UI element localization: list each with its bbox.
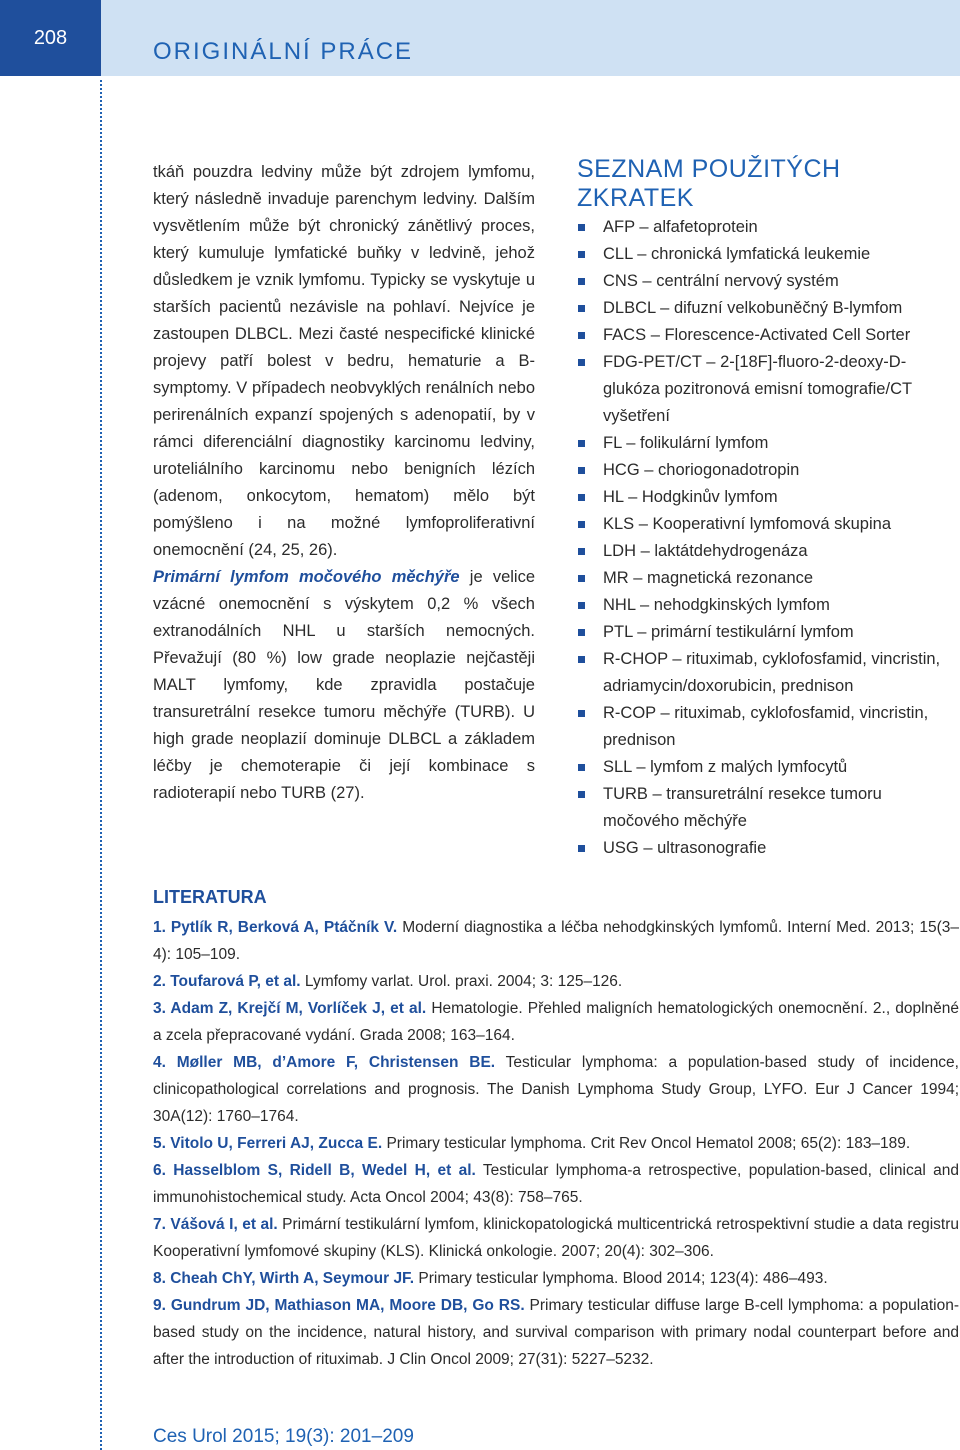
bullet-square-icon (578, 305, 585, 312)
reference-authors: 6. Hasselblom S, Ridell B, Wedel H, et al. (153, 1162, 476, 1179)
abbreviation-term: TURB (603, 785, 648, 803)
abbreviation-term: NHL (603, 596, 636, 614)
reference-item (153, 995, 959, 1049)
section-label: ORIGINÁLNÍ PRÁCE (153, 38, 414, 65)
abbreviation-item: AFP – alfafetoprotein (578, 214, 959, 241)
reference-text: Primární testikulární lymfom, klinickopatologická multicentrická retrospektivní studie a data registru Kooperativní lymfomové skupiny (KLS). Klinická onkologie. 2007; 20(4): 302–306. (153, 1216, 959, 1260)
reference-text: Hematologie. Přehled maligních hematologických onemocnění. 2., doplněné a zcela přepracované vydání. Grada 2008; 163–164. (153, 1000, 959, 1044)
abbreviation-item: DLBCL – difuzní velkobuněčný B-lymfom (578, 295, 959, 322)
reference-authors: 8. Cheah ChY, Wirth A, Seymour JF. (153, 1270, 415, 1287)
abbreviation-item: HCG – choriogonadotropin (578, 457, 959, 484)
reference-text: Moderní diagnostika a léčba nehodgkinských lymfomů. Interní Med. 2013; 15(3–4): 105–109. (153, 919, 959, 963)
bullet-square-icon (578, 629, 585, 636)
page-number: 208 (0, 0, 101, 76)
abbreviation-item: TURB – transuretrální resekce tumoru močového měchýře (578, 781, 959, 835)
reference-text: Testicular lymphoma-a retrospective, population-based, clinical and immunohistochemical study. Acta Oncol 2004; 43(8): 758–765. (153, 1162, 959, 1206)
abbreviation-description: rituximab, cyklofosfamid, vincristin, prednison (603, 704, 929, 749)
paragraph-lead-phrase: Primární lymfom močového měchýře (153, 568, 460, 586)
bullet-square-icon (578, 521, 585, 528)
reference-authors: 9. Gundrum JD, Mathiason MA, Moore DB, Go RS. (153, 1297, 525, 1314)
reference-item (153, 1211, 959, 1265)
abbreviation-description: alfafetoprotein (653, 218, 758, 236)
abbreviation-description: difuzní velkobuněčný B-lymfom (673, 299, 903, 317)
abbreviation-term: KLS (603, 515, 635, 533)
reference-authors: 3. Adam Z, Krejčí M, Vorlíček J, et al. (153, 1000, 427, 1017)
bullet-square-icon (578, 494, 585, 501)
footer-citation: Ces Urol 2015; 19(3): 201–209 (153, 1426, 414, 1447)
abbreviation-description: magnetická rezonance (647, 569, 814, 587)
reference-item (153, 1130, 959, 1157)
abbreviation-description: choriogonadotropin (658, 461, 800, 479)
reference-item (153, 1049, 959, 1130)
abbreviation-description: 2-[18F]-fluoro-2-deoxy-D-glukóza pozitronová emisní tomografie/CT vyšetření (603, 353, 912, 425)
abbreviation-item: MR – magnetická rezonance (578, 565, 959, 592)
bullet-square-icon (578, 224, 585, 231)
reference-item (153, 1292, 959, 1373)
bullet-square-icon (578, 251, 585, 258)
reference-text: Primary testicular diffuse large B-cell lymphoma: a population-based study on the incidence, natural history, and survival comparison with primary nodal counterpart before and after the introduction of rituximab. J Clin Oncol 2009; 27(31): 5227–5232. (153, 1297, 959, 1368)
abbreviation-term: SLL (603, 758, 632, 776)
abbreviation-item: FDG-PET/CT – 2-[18F]-fluoro-2-deoxy-D-glukóza pozitronová emisní tomografie/CT vyšetření (578, 349, 959, 430)
bullet-square-icon (578, 467, 585, 474)
bullet-square-icon (578, 548, 585, 555)
abbreviation-description: folikulární lymfom (640, 434, 769, 452)
reference-authors: 1. Pytlík R, Berková A, Ptáčník V. (153, 919, 398, 936)
bullet-square-icon (578, 710, 585, 717)
abbreviation-item: KLS – Kooperativní lymfomová skupina (578, 511, 959, 538)
bullet-square-icon (578, 845, 585, 852)
abbreviation-term: DLBCL (603, 299, 656, 317)
bullet-square-icon (578, 278, 585, 285)
reference-authors: 7. Vášová I, et al. (153, 1216, 278, 1233)
abbreviation-term: FL (603, 434, 622, 452)
abbreviation-term: R-COP (603, 704, 656, 722)
abbreviation-term: CNS (603, 272, 638, 290)
abbreviations-list (578, 214, 959, 862)
abbreviation-item: SLL – lymfom z malých lymfocytů (578, 754, 959, 781)
abbreviation-term: AFP (603, 218, 635, 236)
bullet-square-icon (578, 575, 585, 582)
abbreviation-description: primární testikulární lymfom (651, 623, 854, 641)
left-column-text (153, 159, 535, 807)
reference-authors: 5. Vitolo U, Ferreri AJ, Zucca E. (153, 1135, 383, 1152)
reference-text: Primary testicular lymphoma. Blood 2014; 123(4): 486–493. (414, 1270, 828, 1287)
abbreviation-description: ultrasonografie (657, 839, 767, 857)
literature-title: LITERATURA (153, 887, 267, 907)
abbreviation-description: transuretrální resekce tumoru močového měchýře (603, 785, 882, 830)
abbreviation-term: PTL (603, 623, 633, 641)
abbreviation-item: HL – Hodgkinův lymfom (578, 484, 959, 511)
reference-authors: 2. Toufarová P, et al. (153, 973, 301, 990)
abbreviation-term: R-CHOP (603, 650, 668, 668)
abbreviation-term: MR (603, 569, 629, 587)
abbreviation-description: centrální nervový systém (656, 272, 839, 290)
abbreviation-item: USG – ultrasonografie (578, 835, 959, 862)
abbreviation-description: rituximab, cyklofosfamid, vincristin, adriamycin/doxorubicin, prednison (603, 650, 941, 695)
reference-authors: 4. Møller MB, d’Amore F, Christensen BE. (153, 1054, 496, 1071)
bullet-square-icon (578, 602, 585, 609)
reference-item (153, 1157, 959, 1211)
abbreviation-term: FDG-PET/CT (603, 353, 702, 371)
abbreviation-description: chronická lymfatická leukemie (651, 245, 871, 263)
bullet-square-icon (578, 332, 585, 339)
abbreviation-description: Hodgkinův lymfom (641, 488, 778, 506)
reference-item (153, 914, 959, 968)
reference-item (153, 968, 959, 995)
abbreviation-item: R-CHOP – rituximab, cyklofosfamid, vincristin, adriamycin/doxorubicin, prednison (578, 646, 959, 700)
bullet-square-icon (578, 764, 585, 771)
abbreviation-term: HL (603, 488, 624, 506)
reference-item (153, 1265, 959, 1292)
paragraph-kidney-lymphoma: tkáň pouzdra ledviny může být zdrojem lymfomu, který následně invaduje parenchym ledviny. Dalším vysvětlením může být chronický zánětlivý proces, který kumuluje lymfatické buňky v ledvině, jehož důsledkem je vznik lymfomu. Typicky se vyskytuje u starších pacientů nezávisle na pohlaví. Nejvíce je zastoupen DLBCL. Mezi časté nespecifické klinické projevy patří bolest v bedru, hematurie a B-symptomy. V případech neobvyklých renálních nebo perirenálních expanzí spojených s adenopatií, by v rámci diferenciální diagnostiky karcinomu ledviny, uroteliálního karcinomu nebo benigních lézích (adenom, onkocytom, hematom) mělo být pomýšleno i na možné lymfoproliferativní onemocnění (24, 25, 26). (153, 163, 535, 559)
abbreviation-description: Florescence-Activated Cell Sorter (664, 326, 911, 344)
bullet-square-icon (578, 440, 585, 447)
abbreviation-item: FACS – Florescence-Activated Cell Sorter (578, 322, 959, 349)
abbreviation-description: laktátdehydrogenáza (654, 542, 808, 560)
abbreviation-item: CLL – chronická lymfatická leukemie (578, 241, 959, 268)
abbreviation-term: CLL (603, 245, 633, 263)
paragraph-bladder-lymphoma (153, 564, 535, 807)
abbreviation-term: USG (603, 839, 639, 857)
abbreviation-description: Kooperativní lymfomová skupina (652, 515, 891, 533)
abbreviation-item: CNS – centrální nervový systém (578, 268, 959, 295)
bullet-square-icon (578, 656, 585, 663)
reference-text: Testicular lymphoma: a population-based study of incidence, clinicopathological correlations and prognosis. The Danish Lymphoma Study Group, LYFO. Eur J Cancer 1994; 30A(12): 1760–1764. (153, 1054, 959, 1125)
bullet-square-icon (578, 791, 585, 798)
abbreviation-description: nehodgkinských lymfom (653, 596, 830, 614)
abbreviation-term: FACS (603, 326, 647, 344)
dotted-divider (100, 80, 102, 1450)
abbreviation-item: NHL – nehodgkinských lymfom (578, 592, 959, 619)
abbreviation-item: R-COP – rituximab, cyklofosfamid, vincristin, prednison (578, 700, 959, 754)
abbreviation-term: HCG (603, 461, 640, 479)
references-list (153, 914, 959, 1373)
abbreviation-description: lymfom z malých lymfocytů (650, 758, 848, 776)
abbreviation-term: LDH (603, 542, 637, 560)
paragraph-body: je velice vzácné onemocnění s výskytem 0,2 % všech extranodálních NHL u starších nemocných. Převažují (80 %) low grade neoplazie nejčastěji MALT lymfomy, kde zpravidla postačuje transuretrální resekce tumoru měchýře (TURB). U high grade neoplazií dominuje DLBCL a základem léčby je chemoterapie či její kombinace s radioterapií nebo TURB (27). (153, 568, 536, 802)
reference-text: Lymfomy varlat. Urol. praxi. 2004; 3: 125–126. (300, 973, 623, 990)
reference-text: Primary testicular lymphoma. Crit Rev Oncol Hematol 2008; 65(2): 183–189. (382, 1135, 911, 1152)
abbreviation-item: LDH – laktátdehydrogenáza (578, 538, 959, 565)
abbreviation-item: PTL – primární testikulární lymfom (578, 619, 959, 646)
abbreviations-title: SEZNAM POUŽITÝCH ZKRATEK (577, 155, 841, 212)
bullet-square-icon (578, 359, 585, 366)
abbreviation-item: FL – folikulární lymfom (578, 430, 959, 457)
